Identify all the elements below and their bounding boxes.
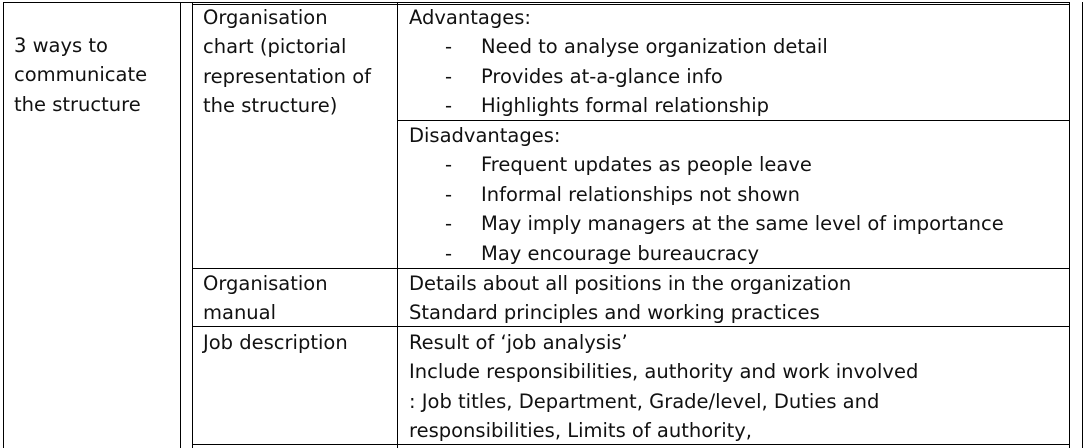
dash-bullet-icon: - [445,35,453,59]
detail-line: Standard principles and working practices [409,301,820,325]
detail-line: Include responsibilities, authority and work involved [409,360,919,384]
dash-bullet-icon: - [445,64,453,88]
disadvantages-cell [409,121,1059,268]
method-line: the structure) [203,94,338,118]
list-item-text: Frequent updates as people leave [481,153,812,177]
list-item [409,209,1059,238]
dash-bullet-icon: - [445,212,453,236]
list-item-text: Highlights formal relationship [481,94,770,118]
detail-line: responsibilities, Limits of authority, [409,419,752,443]
method-cell-job-description [203,328,348,357]
table-divider-1 [180,2,181,448]
method-line: Organisation [203,6,328,29]
detail-line: Details about all positions in the organization [409,272,852,295]
method-line: chart (pictorial [203,35,347,59]
list-item-text: Informal relationships not shown [481,182,801,206]
method-line: Job description [203,331,348,354]
list-item [409,62,1059,91]
list-item-text: Provides at-a-glance info [481,64,723,88]
method-line: representation of [203,64,372,88]
list-item [409,150,1059,179]
list-item-text: Need to analyse organization detail [481,35,828,59]
advantages-heading: Advantages: [409,6,531,29]
table-divider-3 [397,2,398,448]
disadvantages-heading: Disadvantages: [409,124,561,147]
method-line: manual [203,301,277,325]
organisation-manual-detail-cell [409,269,1059,328]
left-heading-line: communicate [14,63,148,87]
table-divider-2 [192,2,193,448]
list-item [409,180,1059,209]
dash-bullet-icon: - [445,153,453,177]
method-cell-organisation-manual [203,269,328,328]
method-line: Organisation [203,272,328,295]
table-right-border [1069,2,1070,448]
dash-bullet-icon: - [445,241,453,265]
list-item [409,32,1059,61]
table-right-edge [1082,2,1083,448]
advantages-cell [409,3,1059,121]
dash-bullet-icon: - [445,182,453,206]
dash-bullet-icon: - [445,94,453,118]
left-heading-line: the structure [14,92,141,116]
list-item-text: May imply managers at the same level of importance [481,212,1004,236]
table-left-border [3,2,4,448]
detail-line: Result of ‘job analysis’ [409,331,628,354]
list-item [409,91,1059,120]
method-cell-organisation-chart [203,3,371,121]
list-item-text: May encourage bureaucracy [481,241,759,265]
detail-line: : Job titles, Department, Grade/level, Duties and [409,389,880,413]
left-heading-line: 3 ways to [14,34,108,57]
job-description-detail-cell [409,328,1059,446]
list-item [409,239,1059,268]
left-heading-cell [14,31,147,119]
